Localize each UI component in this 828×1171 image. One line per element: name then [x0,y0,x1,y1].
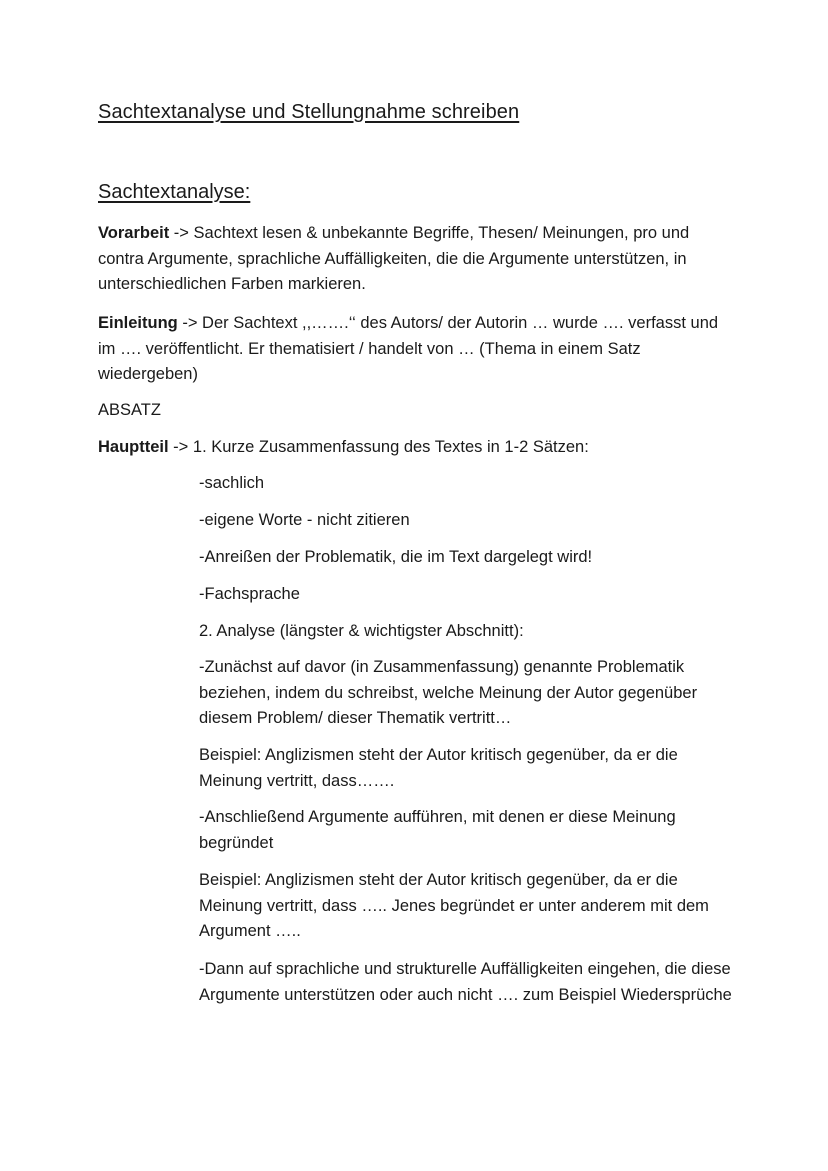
list-item: -Dann auf sprachliche und strukturelle Auffälligkeiten eingehen, die diese Argumente unterstützen oder auch nicht …. zum Beispiel Wiedersprüche [199,960,732,1004]
document-title: Sachtextanalyse und Stellungnahme schreiben [98,101,520,123]
absatz-marker: ABSATZ [98,401,161,419]
vorarbeit-label: Vorarbeit [98,224,170,242]
list-item: -eigene Worte - nicht zitieren [199,511,410,529]
einleitung-label: Einleitung [98,314,178,332]
list-item: -Fachsprache [199,585,300,603]
hauptteil-text: -> 1. Kurze Zusammenfassung des Textes in 1-2 Sätzen: [168,438,589,456]
vorarbeit-text: -> Sachtext lesen & unbekannte Begriffe, Thesen/ Meinungen, pro und contra Argumente, sprachliche Auffälligkeiten, die die Argumente unterstützen, in unterschiedlichen Farben markieren. [98,224,690,293]
einleitung-paragraph [98,311,738,388]
section-heading: Sachtextanalyse: [98,181,251,203]
list-item: -Anreißen der Problematik, die im Text dargelegt wird! [199,548,593,566]
example-paragraph: Beispiel: Anglizismen steht der Autor kritisch gegenüber, da er die Meinung vertritt, dass……. [199,746,678,790]
hauptteil-paragraph [98,435,738,461]
list-item: -Zunächst auf davor (in Zusammenfassung) genannte Problematik beziehen, indem du schreibst, welche Meinung der Autor gegenüber diesem Problem/ dieser Thematik vertritt… [199,658,698,727]
list-item: -Anschließend Argumente aufführen, mit denen er diese Meinung begründet [199,808,676,852]
analysis-heading: 2. Analyse (längster & wichtigster Abschnitt): [199,622,524,640]
list-item: -sachlich [199,474,265,492]
vorarbeit-paragraph [98,221,738,298]
example-paragraph: Beispiel: Anglizismen steht der Autor kritisch gegenüber, da er die Meinung vertritt, dass ….. Jenes begründet er unter anderem mit dem Argument ….. [199,871,709,940]
einleitung-text: -> Der Sachtext ,,…….‘‘ des Autors/ der Autorin … wurde …. verfasst und im …. veröffentlicht. Er thematisiert / handelt von … (Thema in einem Satz wiedergeben) [98,314,719,383]
hauptteil-label: Hauptteil [98,438,169,456]
